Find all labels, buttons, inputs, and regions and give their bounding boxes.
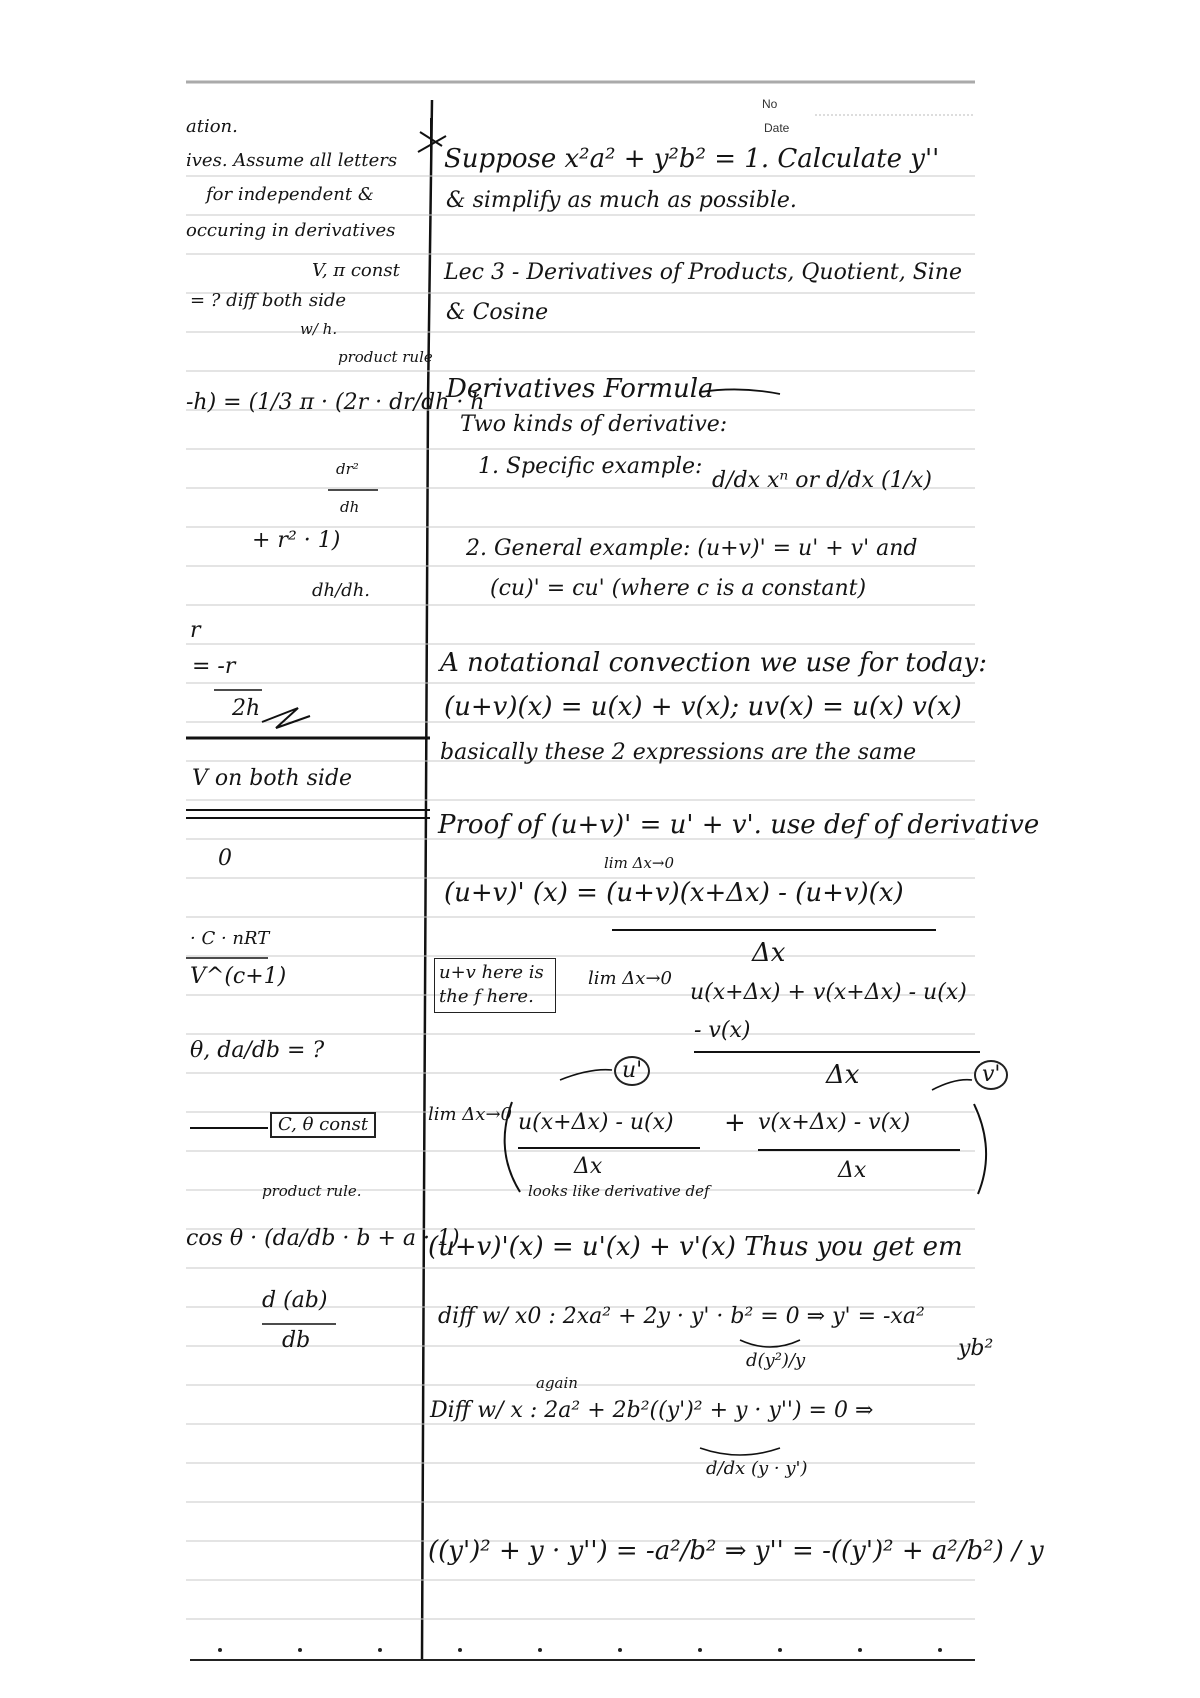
notational-convention-line-2: (u+v)(x) = u(x) + v(x); uv(x) = u(x) v(x) (444, 692, 962, 722)
proof-step-3-b: v(x+Δx) - v(x) (758, 1110, 911, 1135)
margin-line-12: + r² · 1) (252, 528, 341, 553)
margin-line-26: db (282, 1328, 311, 1353)
note-box-line-2: the f here. (439, 986, 534, 1008)
margin-line-15: = -r (192, 654, 236, 679)
margin-line-21: θ, da/db = ? (190, 1038, 325, 1063)
no-label: No (762, 97, 778, 111)
margin-line-13: dh/dh. (312, 580, 371, 601)
solution-step-1: diff w/ x0 : 2xa² + 2y · y' · b² = 0 ⇒ y' = -xa² (438, 1304, 925, 1329)
proof-step-2-denominator: Δx (826, 1060, 860, 1090)
margin-line-18: 0 (218, 846, 232, 871)
solution-step-1-brace-note: d(y²)/y (746, 1350, 806, 1371)
page-dot (218, 1648, 222, 1652)
proof-step-3-den-a: Δx (574, 1154, 603, 1179)
margin-line-17: V on both side (192, 766, 353, 791)
page-dot (618, 1648, 622, 1652)
circled-u-prime: u' (614, 1056, 650, 1086)
margin-line-2: ives. Assume all letters (186, 150, 398, 171)
specific-example-label: 1. Specific example: (478, 454, 703, 479)
page-dot (298, 1648, 302, 1652)
margin-line-8: product rule (338, 348, 433, 366)
date-label: Date (764, 121, 790, 135)
margin-line-24: cos θ · (da/db · b + a · 1) (186, 1226, 460, 1251)
page-dot (778, 1648, 782, 1652)
margin-line-14: r (190, 618, 201, 643)
margin-line-20: V^(c+1) (190, 964, 287, 989)
page-dot (858, 1648, 862, 1652)
derivatives-formula-title: Derivatives Formula (446, 374, 714, 404)
note-box-line-1: u+v here is (439, 962, 544, 983)
solution-step-3: ((y')² + y · y'') = -a²/b² ⇒ y'' = -((y')² + a²/b²) / y (428, 1536, 1044, 1566)
notational-convention-line-3: basically these 2 expressions are the same (440, 740, 917, 765)
proof-step-3-den-b: Δx (838, 1158, 867, 1183)
page-dot (458, 1648, 462, 1652)
margin-line-7: w/ h. (300, 320, 338, 338)
proof-step-3-a: u(x+Δx) - u(x) (518, 1110, 674, 1135)
again-note: again (536, 1374, 578, 1392)
margin-line-23: product rule. (262, 1182, 362, 1200)
margin-line-16: 2h (232, 696, 261, 721)
margin-line-10: dr² (336, 460, 359, 478)
margin-line-19: · C · nRT (190, 928, 270, 949)
margin-line-3: for independent & (206, 184, 374, 205)
proof-limit-3: lim Δx→0 (428, 1104, 512, 1125)
general-example-line-2: (cu)' = cu' (where c is a constant) (490, 576, 867, 601)
page-dot (538, 1648, 542, 1652)
derivative-kinds: Two kinds of derivative: (460, 412, 728, 437)
proof-title: Proof of (u+v)' = u' + v'. use def of derivative (438, 810, 1040, 840)
margin-line-5: V, π const (312, 260, 400, 281)
general-example-line-1: 2. General example: (u+v)' = u' + v' and (466, 536, 918, 561)
proof-step-1: (u+v)' (x) = (u+v)(x+Δx) - (u+v)(x) (444, 878, 904, 908)
solution-step-1-denominator: yb² (958, 1336, 994, 1361)
margin-line-9: -h) = (1/3 π · (2r · dr/dh · h (186, 390, 485, 415)
margin-line-6: = ? diff both side (190, 290, 347, 311)
question-line-1: Suppose x²a² + y²b² = 1. Calculate y'' (444, 144, 940, 174)
margin-line-4: occuring in derivatives (186, 220, 396, 241)
specific-example-expr: d/dx xⁿ or d/dx (1/x) (712, 468, 933, 493)
solution-step-2: Diff w/ x : 2a² + 2b²((y')² + y · y'') = 0 ⇒ (430, 1398, 874, 1423)
margin-line-1: ation. (186, 116, 238, 137)
solution-step-2-brace-note: d/dx (y · y') (706, 1458, 808, 1479)
lecture-title-line-1: Lec 3 - Derivatives of Products, Quotient, Sine (444, 260, 962, 285)
proof-step-3-plus: + (724, 1108, 746, 1138)
proof-limit-1: lim Δx→0 (604, 854, 674, 872)
question-line-2: & simplify as much as possible. (446, 188, 797, 213)
page-dot (378, 1648, 382, 1652)
margin-line-25: d (ab) (262, 1288, 328, 1313)
lecture-title-line-2: & Cosine (446, 300, 549, 325)
page-dot (938, 1648, 942, 1652)
margin-line-11: dh (340, 498, 360, 516)
proof-limit-2: lim Δx→0 (588, 968, 672, 989)
proof-conclusion: (u+v)'(x) = u'(x) + v'(x) Thus you get em (428, 1232, 963, 1262)
proof-step-1-denominator: Δx (752, 938, 786, 968)
proof-step-2: u(x+Δx) + v(x+Δx) - u(x) (690, 980, 967, 1005)
margin-boxed-const: C, θ const (270, 1112, 376, 1138)
notational-convention-line-1: A notational convection we use for today: (440, 648, 987, 678)
star-icon (418, 118, 446, 160)
proof-step-2-cont: - v(x) (694, 1018, 751, 1043)
circled-v-prime: v' (974, 1060, 1008, 1090)
derivative-def-note: looks like derivative def (528, 1182, 710, 1200)
page-dot (698, 1648, 702, 1652)
